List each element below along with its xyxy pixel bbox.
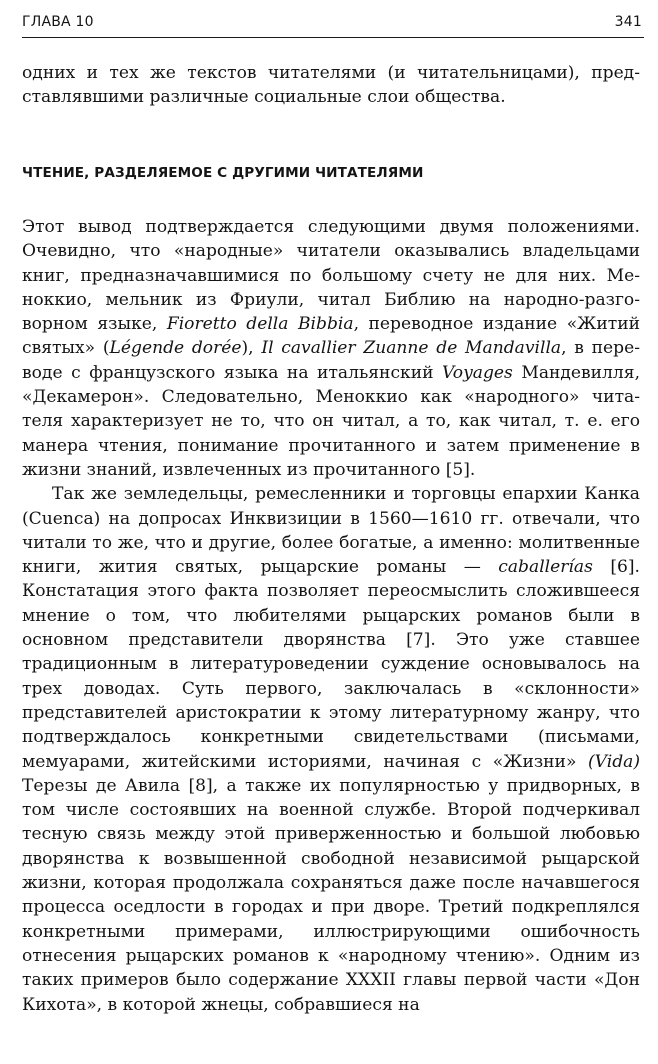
paragraph-1-text-5: Мандевилля, «Декамерон». Следовательно, Меноккио как «народного» читателя характеризует не то, что он читал, а то, как читал, т. е. его манера чтения, понимание прочитанного и затем применение в жизни знаний, извлеченных из прочитанного [5]. [22,362,640,480]
paragraph-1-italic-2: Légende dorée [109,338,242,359]
paragraph-2-text-2: [6]. Констатация этого факта позволяет переосмыслить сложившееся мнение о том, что любителями рыцарских романов были в основном представители дворянства [7]. Это уже ставшее традиционным в литературоведении суждение основывалось на трех доводах. Суть первого, заключалась в «склонности» представителей аристократии к этому литературному жанру, что подтверждалось конкретными свидетельствами (письмами, мемуарами, житейскими историями, начиная с «Жизни» [22,557,640,772]
page-number: 341 [614,14,642,30]
paragraph-2-italic-1: caballerías [498,557,593,578]
paragraph-1-text-2: , переводное издание «Житий святых» ( [22,314,640,359]
paragraph-1-text-4: , в переводе с французского языка на итальянский [22,338,640,383]
paragraph-2-text-1: Так же земледельцы, ремесленники и торговцы епархии Канка (Cuenca) на допросах Инквизиции в 1560—1610 гг. отвечали, что читали то же, что и другие, более богатые, а именно: молитвенные книги, жития святых, рыцарские романы — [22,484,640,578]
running-head [22,14,642,34]
paragraph-2 [22,482,640,1017]
header-divider [22,37,644,38]
intro-paragraph [22,61,640,110]
paragraph-1-italic-3: Il cavallier Zuanne de Mandavilla [261,338,562,359]
paragraph-2-italic-2: (Vida) [588,751,640,772]
paragraph-1-text-1: Этот вывод подтверждается следующими двумя положениями. Очевидно, что «народные» читатели оказывались владельцами книг, предназначавшимися по большому счету не для них. Меноккио, мельник из Фриули, читал Библию на народно-разговорном языке, [22,217,640,335]
paragraph-2-text-3: Терезы де Авила [8], а также их популярностью у придворных, в том числе состоявших на военной службе. Второй подчеркивал тесную связь между этой приверженностью и большой любовью дворянства к возвышенной свободной независимой рыцарской жизни, которая продолжала сохраняться даже после начавшегося процесса оседлости в городах и при дворе. Третий подкреплялся конкретными примерами, иллюстрирующими ошибочность отнесения рыцарских романов к «народному чтению». Одним из таких примеров было содержание XXXII главы первой части «Дон Кихота», в которой жнецы, собравшиеся на [22,775,640,1015]
paragraph-1-italic-4: Voyages [442,362,513,383]
intro-text: одних и тех же текстов читателями (и читательницами), представлявшими различные социальные слои общества. [22,63,640,108]
paragraph-1 [22,215,640,482]
paragraph-1-text-3: ), [241,338,262,359]
section-heading: ЧТЕНИЕ, РАЗДЕЛЯЕМОЕ С ДРУГИМИ ЧИТАТЕЛЯМИ [22,165,424,181]
main-text [22,215,640,1017]
paragraph-1-italic-1: Fioretto della Bibbia [166,314,354,335]
chapter-label: ГЛАВА 10 [22,14,94,30]
